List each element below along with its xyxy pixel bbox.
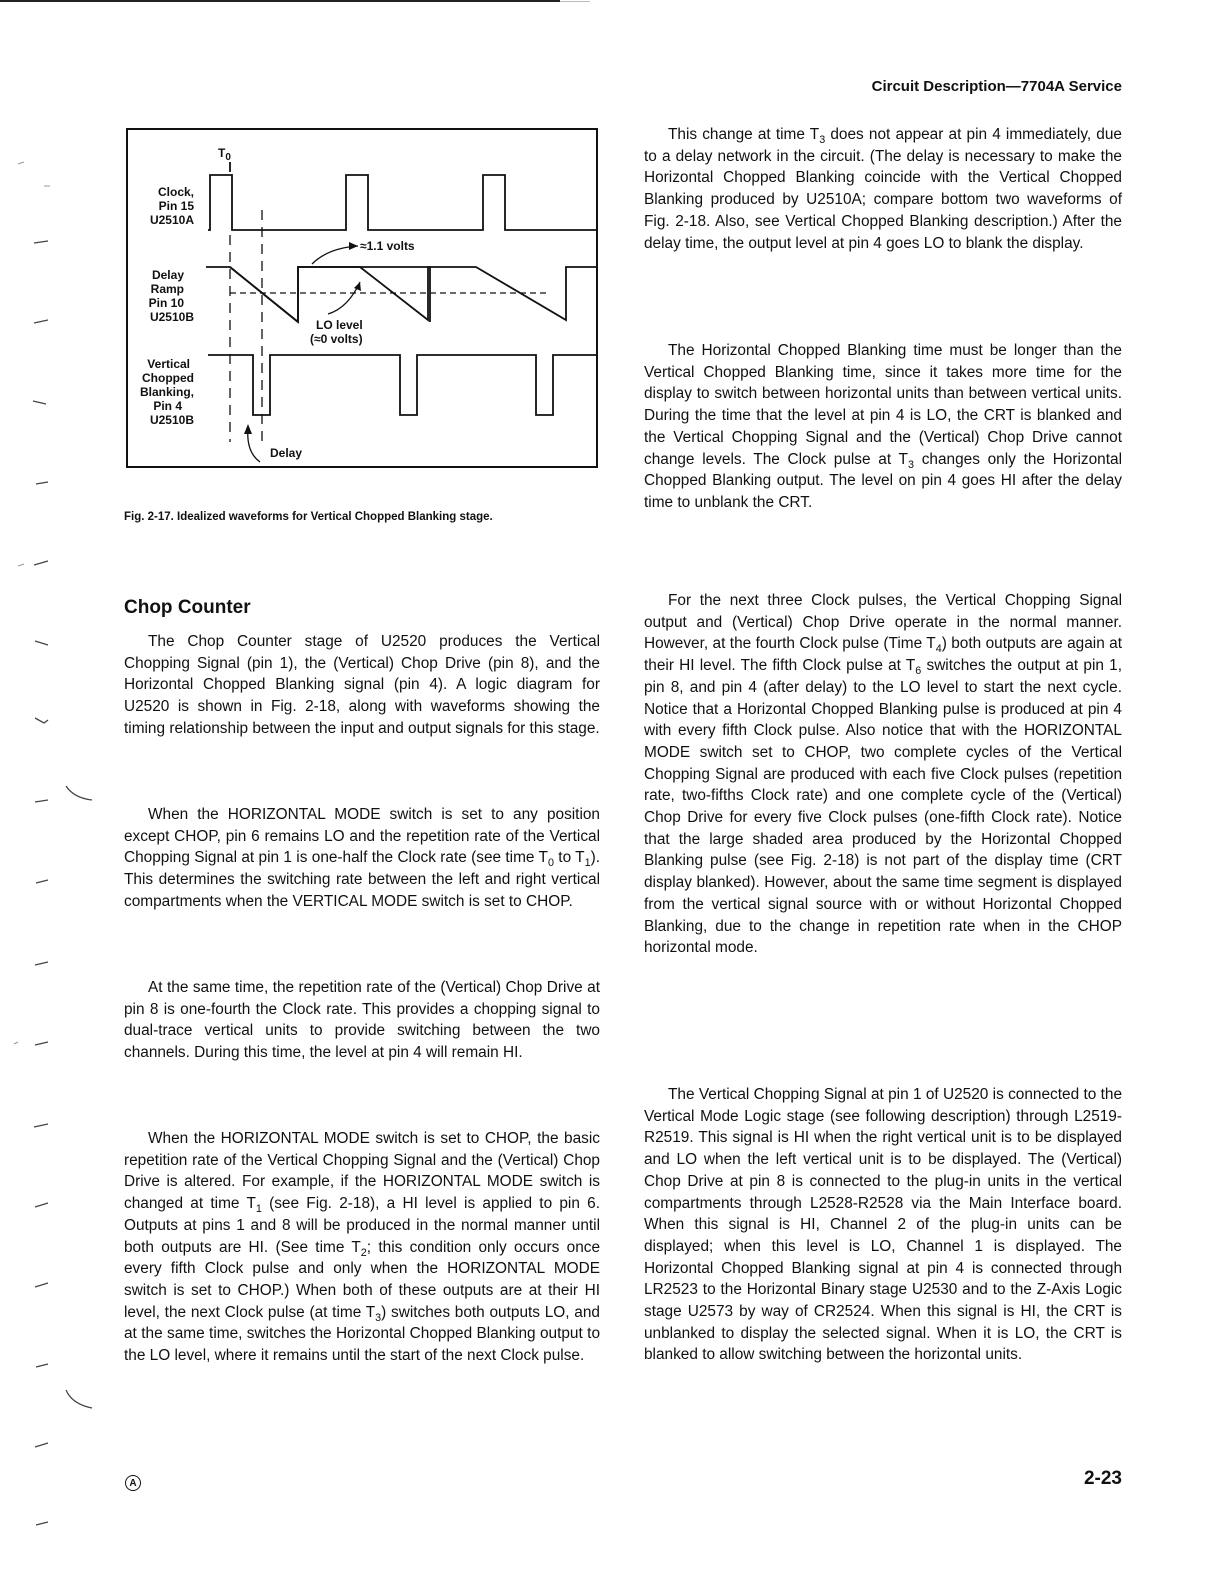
left-para-2: When the HORIZONTAL MODE switch is set to any position except CHOP, pin 6 remains LO and the repetition rate of the Vertical Chopping Signal at pin 1 is one-half the Clock rate (see time $T_0$ to $T_1$). This determines the switching rate between the left and right vertical compartments when the VERTICAL MODE switch is set to CHOP.	[124, 806, 600, 910]
annot-high-level: ≈1.1 volts	[360, 239, 415, 253]
blank-label-5: U2510B	[149, 413, 194, 427]
clock-label-3: U2510A	[149, 213, 194, 227]
page-number: 2-23	[1083, 1468, 1122, 1489]
blanking-waveform	[208, 355, 596, 415]
right-para-2: The Horizontal Chopped Blanking time must be longer than the Vertical Chopped Blanking time, since it takes more time for the display to switch between horizontal units than between vertical units. During the time that the level at pin 4 is LO, the CRT is blanked and the Vertical Chopping Signal and the (Vertical) Chop Drive cannot change levels. The Clock pulse at $T_3$ changes only the Horizontal Chopped Blanking output. The level on pin 4 goes HI after the delay time to unblank the CRT.	[644, 342, 1122, 511]
annot-delay: Delay	[270, 446, 303, 460]
top-rule-fade	[560, 1, 590, 2]
svg-text:T0: $T_0$	[218, 146, 231, 163]
right-para-3: For the next three Clock pulses, the Vertical Chopping Signal output and (Vertical) Chop Drive operate in the normal manner. However, at the fourth Clock pulse (Time $T_4$) both outputs are again at their HI level. The fifth Clock pulse at $T_6$ switches the output at pin 1, pin 8, and pin 4 (after delay) to the LO level to start the next cycle. Notice that a Horizontal Chopped Blanking pulse is produced at pin 4 with every fifth Clock pulse. Also notice that with the HORIZONTAL MODE switch set to CHOP, two complete cycles of the Vertical Chopping Signal are produced with each five Clock pulses (repetition rate, two-fifths Clock rate) and one complete cycle of the (Vertical) Chop Drive for every five Clock pulses (one-fifth Clock rate). Notice that the large shaded area produced by the Horizontal Chopped Blanking pulse (see Fig. 2-18) is not part of the display time (CRT display blanked). However, about the same time segment is displayed from the vertical signal source with or without Horizontal Chopped Blanking, due to the change in repetition rate when in the CHOP horizontal mode.	[644, 592, 1123, 957]
waveform-figure	[126, 128, 598, 468]
running-header: Circuit Description—7704A Service	[871, 78, 1122, 95]
waveform-diagram	[128, 130, 600, 470]
annot-low-level-1: LO level	[316, 318, 363, 332]
blank-label-1: Vertical	[147, 357, 190, 371]
section-heading-chop-counter: Chop Counter	[124, 597, 251, 618]
left-para-3: At the same time, the repetition rate of the (Vertical) Chop Drive at pin 8 is one-fourth the Clock rate. This provides a chopping signal to dual-trace vertical units to provide switching between the two channels. During this time, the level at pin 4 will remain HI.	[124, 979, 600, 1062]
blank-label-4: Pin 4	[153, 399, 182, 413]
figure-caption: Fig. 2-17. Idealized waveforms for Vertical Chopped Blanking stage.	[124, 511, 493, 523]
publisher-mark: A	[125, 1475, 141, 1491]
left-para-1: The Chop Counter stage of U2520 produces the Vertical Chopping Signal (pin 1), the (Vertical) Chop Drive (pin 8), and the Horizontal Chopped Blanking signal (pin 4). A logic diagram for U2520 is shown in Fig. 2-18, along with waveforms showing the timing relationship between the input and output signals for this stage.	[124, 633, 600, 737]
ramp-label-3: Pin 10	[148, 296, 184, 310]
binding-margin-marks	[0, 0, 110, 1584]
clock-label-2: Pin 15	[158, 199, 194, 213]
ramp-label-2: Ramp	[150, 282, 184, 296]
right-para-1: This change at time $T_3$ does not appear at pin 4 immediately, due to a delay network in the circuit. (The delay is necessary to make the Horizontal Chopped Blanking coincide with the Vertical Chopped Blanking produced by U2510A; compare bottom two waveforms of Fig. 2-18. Also, see Vertical Chopped Blanking description.) After the delay time, the output level at pin 4 goes LO to blank the display.	[644, 126, 1122, 252]
clock-label-1: Clock,	[157, 185, 194, 199]
clock-waveform	[208, 175, 596, 230]
ramp-label-4: U2510B	[149, 310, 194, 324]
annot-low-level-2: (≈0 volts)	[310, 332, 363, 346]
blank-label-2: Chopped	[142, 371, 194, 385]
right-para-4: The Vertical Chopping Signal at pin 1 of U2520 is connected to the Vertical Mode Logic stage (see following description) through L2519-R2519. This signal is HI when the right vertical unit is to be displayed and LO when the left vertical unit is to be displayed. The (Vertical) Chop Drive at pin 8 is connected to the plug-in units in the vertical compartments through L2528-R2528 via the Main Interface board. When this signal is HI, Channel 2 of the plug-in units can be displayed; when this level is LO, Channel 1 is displayed. The Horizontal Chopped Blanking signal at pin 4 is connected through LR2523 to the Horizontal Binary stage U2530 and to the Z-Axis Logic stage U2573 by way of CR2524. When this signal is HI, the CRT is unblanked to display the selected signal. When it is LO, the CRT is blanked to allow switching between the horizontal units.	[644, 1086, 1122, 1364]
blank-label-3: Blanking,	[139, 385, 194, 399]
ramp-label-1: Delay	[151, 268, 184, 282]
left-para-4: When the HORIZONTAL MODE switch is set to CHOP, the basic repetition rate of the Vertical Chopping Signal and the (Vertical) Chop Drive is altered. For example, if the HORIZONTAL MODE switch is changed at time $T_1$ (see Fig. 2-18), a HI level is applied to pin 6. Outputs at pins 1 and 8 will be produced in the normal manner until both outputs are HI. (See time $T_2$; this condition only occurs once every fifth Clock pulse and only when the HORIZONTAL MODE switch is set to CHOP.) When both of these outputs are at their HI level, the next Clock pulse (at time $T_3$) switches both outputs LO, and at the same time, switches the Horizontal Chopped Blanking output to the LO level, where it remains until the start of the next Clock pulse.	[124, 1130, 601, 1365]
